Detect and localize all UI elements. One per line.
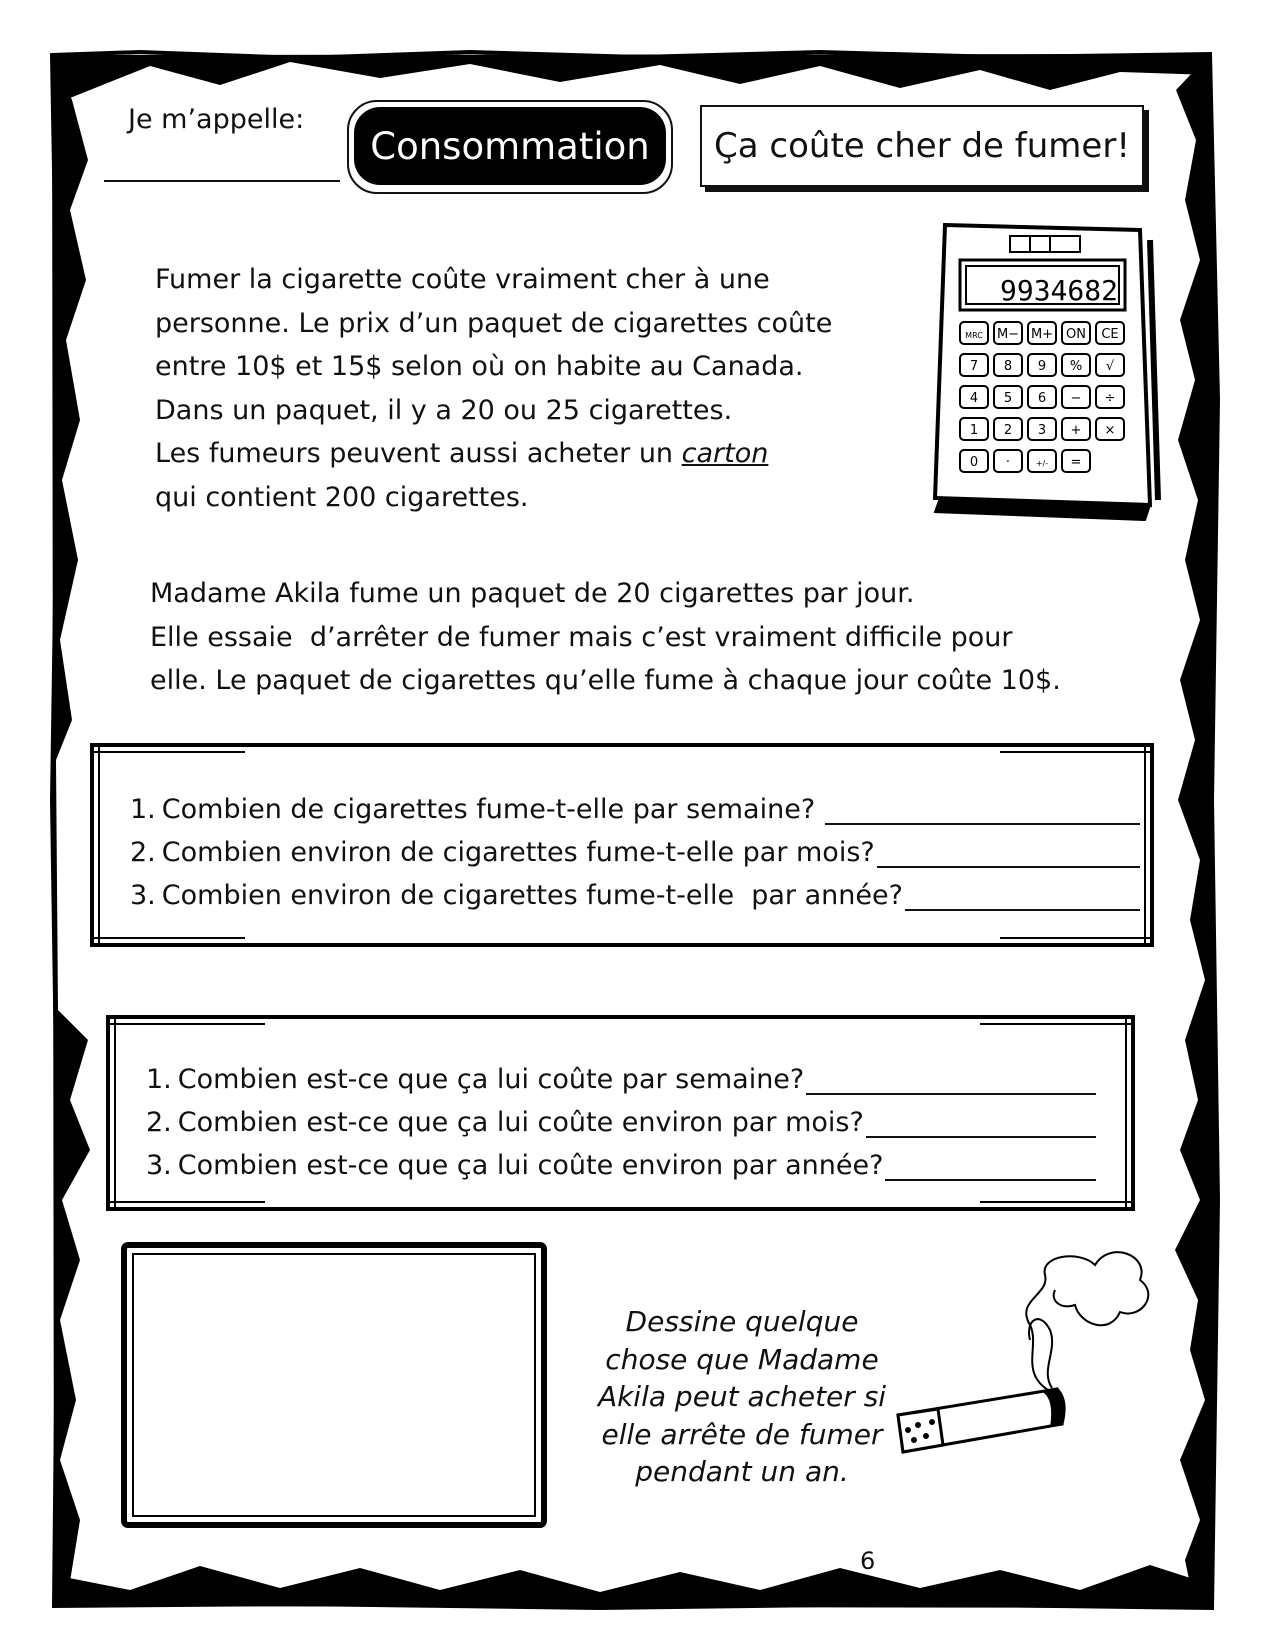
- calculator-key-label: 0: [969, 455, 979, 470]
- answer-line[interactable]: [905, 881, 1140, 911]
- story-line-2: Elle essaie d’arrêter de fumer mais c’est vraiment difficile pour: [150, 621, 1013, 653]
- answer-line[interactable]: [806, 1065, 1096, 1095]
- calculator-key-label: M−: [996, 327, 1020, 342]
- torn-frame-left: [52, 55, 90, 1606]
- cigarette-questions: [130, 782, 1140, 911]
- intro-line-5-prefix: Les fumeurs peuvent aussi acheter un: [155, 438, 682, 469]
- drawing-instruction: [572, 1303, 912, 1491]
- calculator-keys: [960, 322, 1124, 472]
- name-input-line[interactable]: [104, 180, 340, 182]
- calculator-key-label: +: [1070, 423, 1082, 438]
- calculator-key-label: ON: [1066, 327, 1086, 342]
- story-line-3: elle. Le paquet de cigarettes qu’elle fume à chaque jour coûte 10$.: [150, 665, 1061, 696]
- calculator-key-label: ×: [1104, 423, 1116, 438]
- question-text: Combien est-ce que ça lui coûte par semaine?: [177, 1064, 805, 1095]
- cost-questions: [146, 1052, 1096, 1181]
- page-number: 6: [860, 1547, 876, 1575]
- intro-paragraph: [155, 258, 915, 519]
- calculator-key-label: √: [1105, 359, 1115, 374]
- question-row: [146, 1095, 1096, 1138]
- intro-line-4: Dans un paquet, il y a 20 ou 25 cigarettes.: [155, 394, 733, 426]
- calculator-key-label: 4: [969, 391, 979, 406]
- drawing-line-2: chose que Madame: [605, 1342, 879, 1376]
- calculator-key-label: MRC: [965, 331, 983, 340]
- drawing-area[interactable]: [136, 1257, 532, 1513]
- calculator-key-label: CE: [1101, 327, 1119, 342]
- question-number: 1.: [130, 794, 156, 825]
- calculator-key-label: 9: [1037, 359, 1047, 374]
- calculator-key-label: 2: [1003, 423, 1013, 438]
- cigarette-illustration: [898, 1252, 1148, 1452]
- story-paragraph: [150, 572, 1150, 703]
- question-text: Combien est-ce que ça lui coûte environ par année?: [177, 1150, 884, 1181]
- intro-line-5: [155, 432, 915, 476]
- calculator-key-label: 6: [1037, 391, 1047, 406]
- calculator-key-label: −: [1070, 391, 1082, 406]
- question-number: 3.: [130, 880, 156, 911]
- calculator-key-label: 1: [969, 423, 979, 438]
- carton-term: carton: [681, 438, 769, 469]
- question-row: [146, 1138, 1096, 1181]
- calculator-key-label: ÷: [1104, 391, 1116, 406]
- intro-line-6: qui contient 200 cigarettes.: [155, 481, 529, 513]
- question-row: [130, 825, 1140, 868]
- calculator-key-label: ·: [1005, 455, 1011, 470]
- drawing-line-3: Akila peut acheter si: [597, 1380, 887, 1413]
- question-text: Combien environ de cigarettes fume-t-elle par année?: [161, 880, 903, 911]
- question-number: 1.: [146, 1064, 172, 1095]
- answer-line[interactable]: [825, 795, 1140, 825]
- question-number: 2.: [130, 837, 156, 868]
- intro-line-3: entre 10$ et 15$ selon où on habite au Canada.: [155, 351, 804, 382]
- page-title: Ça coûte cher de fumer!: [700, 105, 1144, 187]
- question-number: 2.: [146, 1107, 172, 1138]
- drawing-line-1: Dessine quelque: [625, 1305, 859, 1338]
- calculator-key-label: M+: [1030, 327, 1054, 342]
- calculator-key-label: 3: [1037, 423, 1047, 438]
- story-line-1: Madame Akila fume un paquet de 20 cigarettes par jour.: [150, 578, 915, 609]
- category-pill: Consommation: [354, 107, 666, 185]
- intro-line-2: personne. Le prix d’un paquet de cigarettes coûte: [155, 307, 833, 339]
- question-text: Combien est-ce que ça lui coûte environ par mois?: [177, 1107, 864, 1138]
- calculator-key-label: 8: [1003, 359, 1013, 374]
- torn-frame-right: [1175, 54, 1218, 1608]
- name-label: Je m’appelle:: [128, 104, 305, 135]
- question-text: Combien environ de cigarettes fume-t-elle par mois?: [161, 837, 875, 868]
- calculator-key-label: %: [1069, 359, 1083, 374]
- torn-frame-bottom: [54, 1565, 1212, 1608]
- question-row: [130, 782, 1140, 825]
- answer-line[interactable]: [866, 1108, 1096, 1138]
- drawing-line-4: elle arrête de fumer: [601, 1417, 883, 1451]
- question-text: Combien de cigarettes fume-t-elle par semaine?: [161, 794, 816, 825]
- calculator-key-label: +/-: [1035, 459, 1049, 468]
- question-row: [130, 868, 1140, 911]
- question-row: [146, 1052, 1096, 1095]
- calculator-key-label: 5: [1003, 391, 1013, 406]
- intro-line-1: Fumer la cigarette coûte vraiment cher à une: [155, 264, 770, 295]
- calculator-key-label: =: [1070, 455, 1082, 470]
- drawing-line-5: pendant un an.: [635, 1455, 849, 1488]
- answer-line[interactable]: [877, 838, 1140, 868]
- calculator-display: 9934682: [999, 274, 1118, 307]
- question-number: 3.: [146, 1150, 172, 1181]
- answer-line[interactable]: [885, 1151, 1096, 1181]
- calculator-key-label: 7: [969, 359, 979, 374]
